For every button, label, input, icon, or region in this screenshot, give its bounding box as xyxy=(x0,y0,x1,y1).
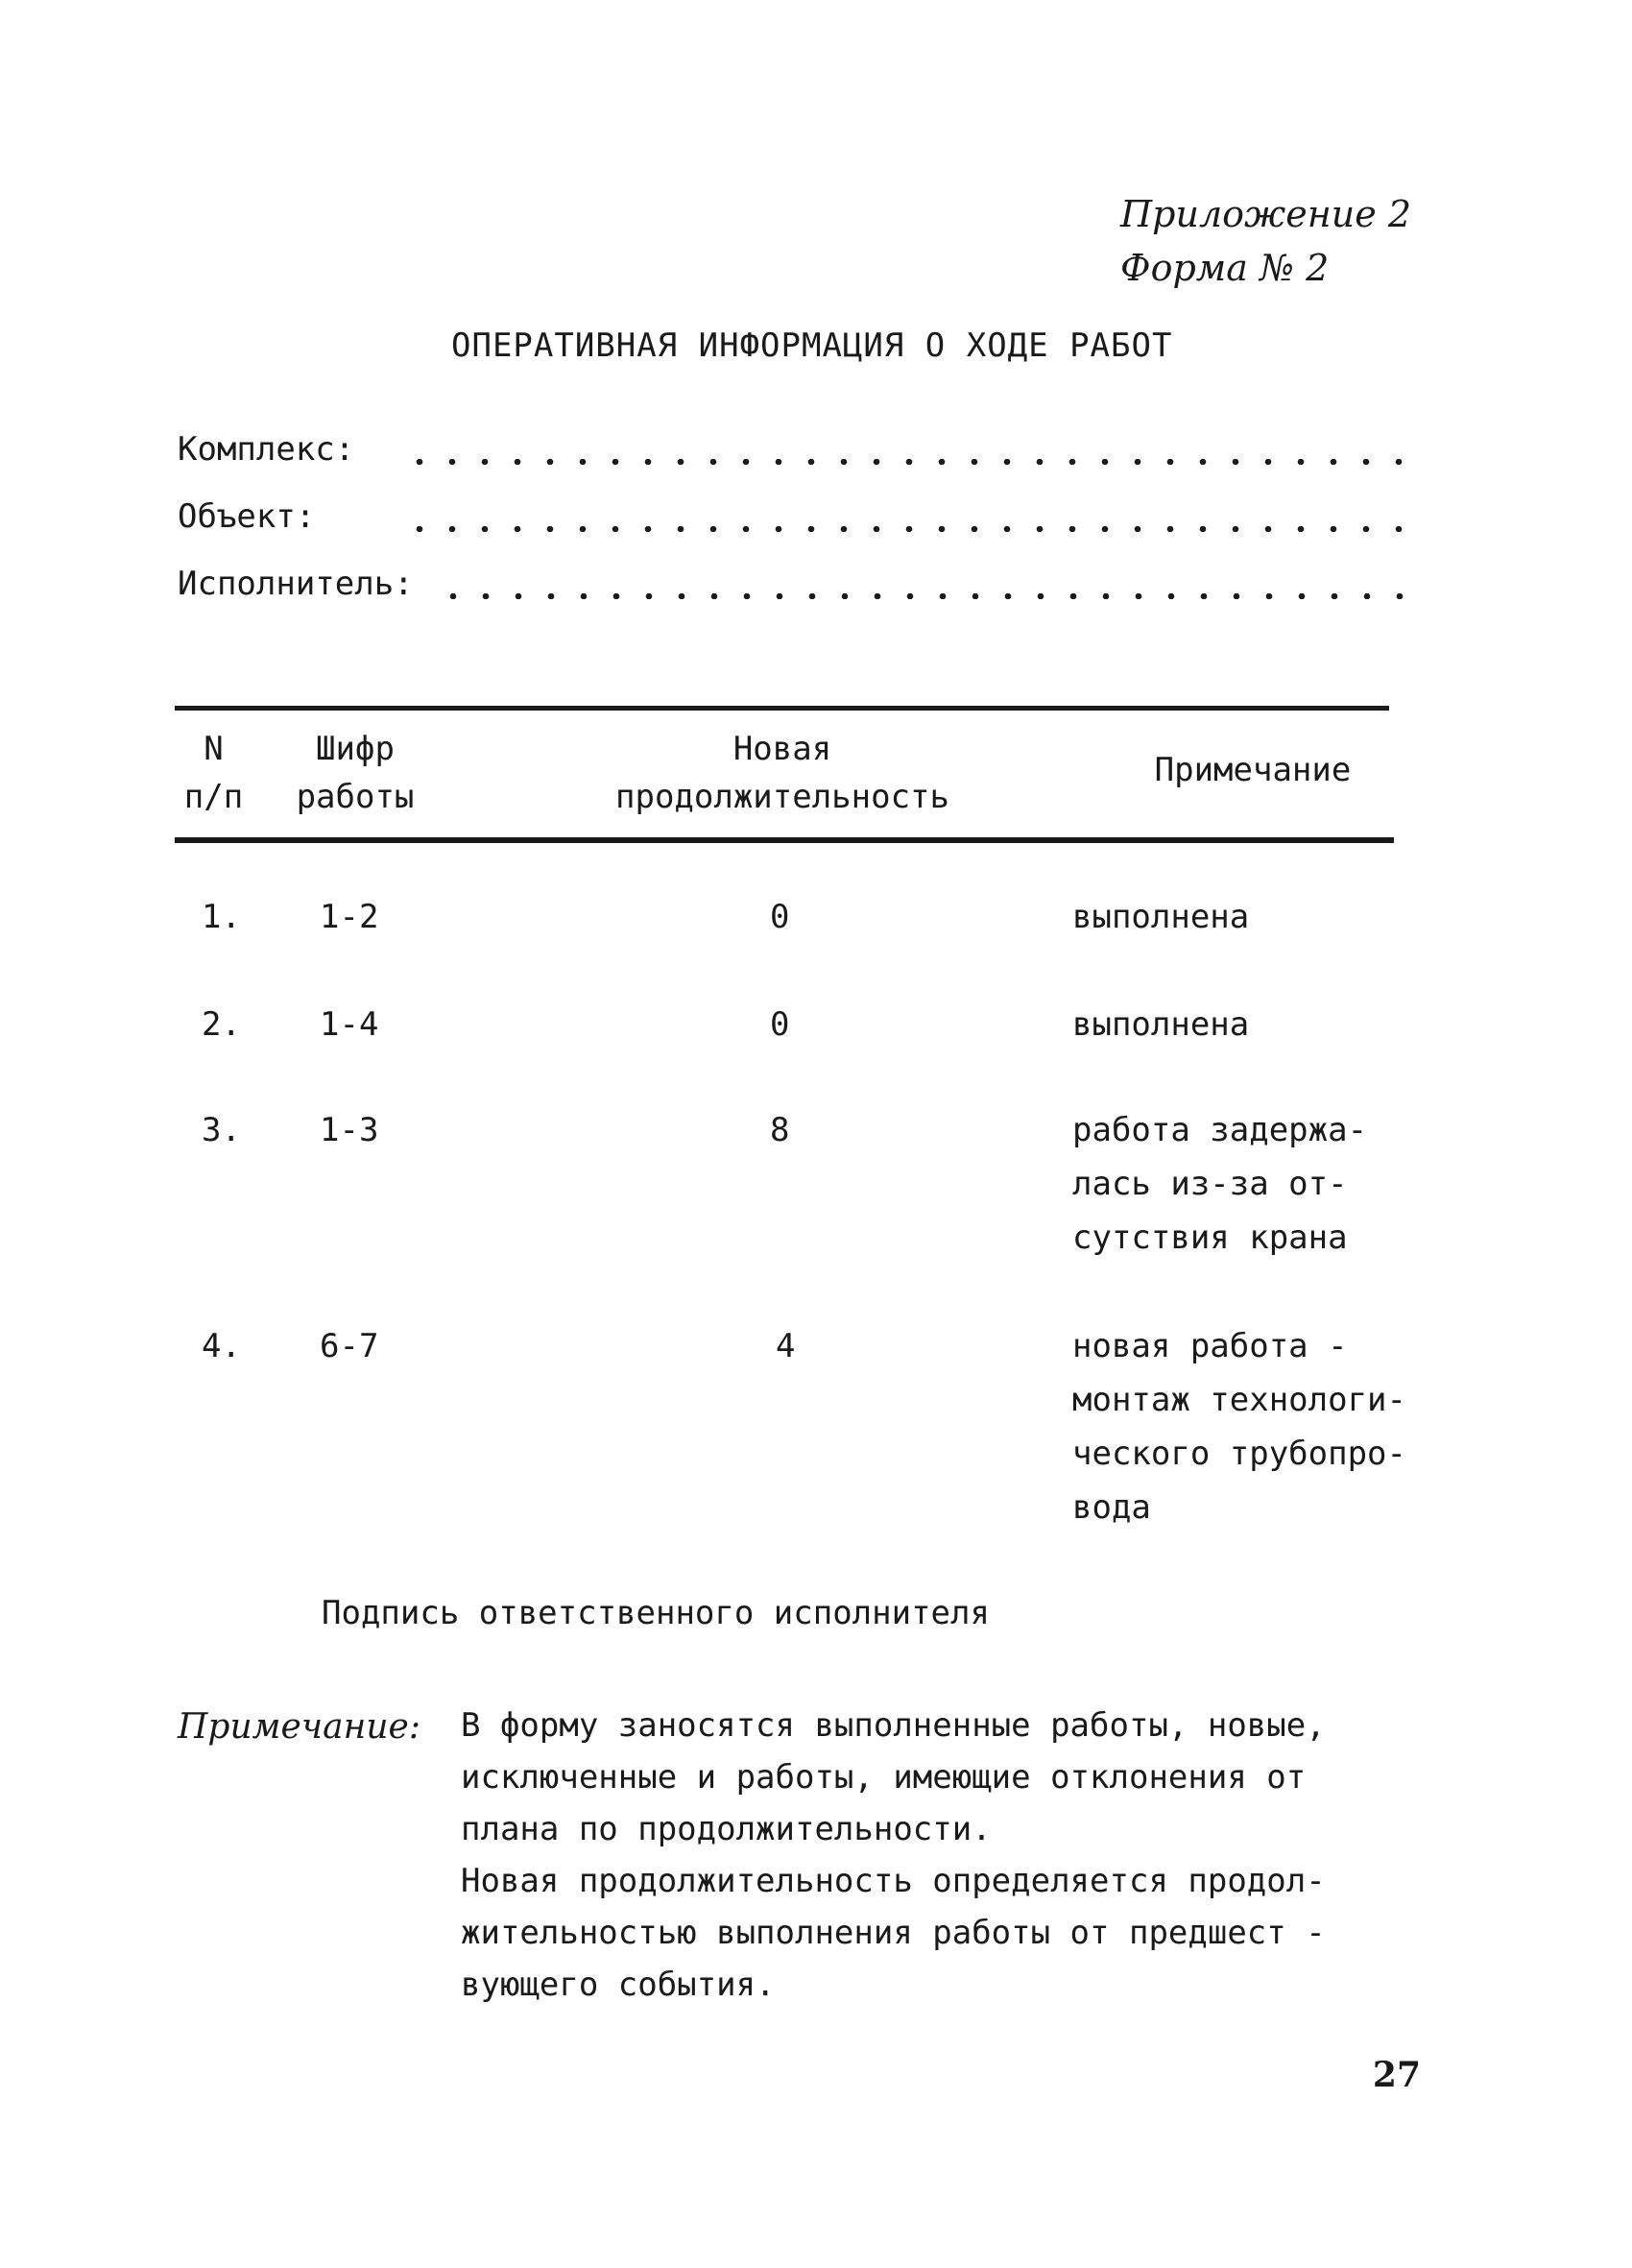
row4-code: 6-7 xyxy=(320,1327,379,1365)
object-label: Объект: xyxy=(178,497,316,536)
header-number xyxy=(178,725,250,821)
object-dots xyxy=(403,526,1411,532)
header-duration-line1: Новая xyxy=(732,730,832,768)
row1-note-line1: выполнена xyxy=(1072,898,1250,936)
form-number: Форма № 2 xyxy=(1120,247,1330,289)
row4-note-line4: вода xyxy=(1072,1488,1151,1527)
note-line1: В форму заносятся выполненные работы, новые, xyxy=(461,1706,1326,1745)
note-line6: вующего события. xyxy=(461,1966,776,2004)
row4-note-line2: монтаж технологи- xyxy=(1072,1381,1406,1419)
row2-code: 1-4 xyxy=(320,1005,379,1044)
header-duration xyxy=(595,725,970,821)
row1-duration: 0 xyxy=(770,898,790,936)
row2-number: 2. xyxy=(202,1005,241,1044)
header-code-line1: Шифр xyxy=(316,730,395,768)
page-title: ОПЕРАТИВНАЯ ИНФОРМАЦИЯ О ХОДЕ РАБОТ xyxy=(451,326,1173,365)
header-duration-line2: продолжительность xyxy=(615,778,949,816)
row4-duration: 4 xyxy=(776,1327,796,1365)
row4-number: 4. xyxy=(202,1327,241,1365)
row3-note-line3: сутствия крана xyxy=(1072,1218,1348,1257)
header-code-line2: работы xyxy=(296,778,415,816)
note-line3: плана по продолжительности. xyxy=(461,1810,992,1848)
table-top-rule xyxy=(175,706,1389,711)
header-number-line1: N xyxy=(204,730,224,768)
row3-duration: 8 xyxy=(770,1111,790,1149)
header-code xyxy=(288,725,422,821)
header-note: Примечание xyxy=(1154,751,1352,789)
row1-number: 1. xyxy=(202,898,241,936)
complex-dots xyxy=(403,459,1411,465)
row4-note-line1: новая работа - xyxy=(1072,1327,1348,1365)
note-line4: Новая продолжительность определяется продол- xyxy=(461,1862,1326,1900)
executor-label: Исполнитель: xyxy=(178,565,414,603)
row2-duration: 0 xyxy=(770,1005,790,1044)
appendix-label xyxy=(1120,187,1411,295)
row4-note-line3: ческого трубопро- xyxy=(1072,1435,1406,1473)
row2-note-line1: выполнена xyxy=(1072,1005,1250,1044)
row1-code: 1-2 xyxy=(320,898,379,936)
page-number: 27 xyxy=(1372,2055,1421,2095)
row3-note-line2: лась из-за от- xyxy=(1072,1165,1348,1203)
row3-number: 3. xyxy=(202,1111,241,1149)
row1-note xyxy=(1072,890,1249,944)
note-text xyxy=(461,1700,1326,2011)
header-number-line2: п/п xyxy=(183,778,244,816)
signature-line: Подпись ответственного исполнителя xyxy=(322,1594,990,1632)
row3-note-line1: работа задержа- xyxy=(1072,1111,1368,1149)
appendix-number: Приложение 2 xyxy=(1120,193,1411,235)
row3-code: 1-3 xyxy=(320,1111,379,1149)
note-line2: исключенные и работы, имеющие отклонения от xyxy=(461,1758,1307,1797)
row4-note xyxy=(1072,1319,1406,1534)
row2-note xyxy=(1072,998,1249,1051)
table-header-rule xyxy=(175,837,1394,843)
note-label: Примечание: xyxy=(178,1707,420,1747)
note-line5: жительностью выполнения работы от предшест - xyxy=(461,1914,1326,1952)
executor-dots xyxy=(437,593,1411,599)
complex-label: Комплекс: xyxy=(178,430,355,469)
row3-note xyxy=(1072,1103,1367,1265)
